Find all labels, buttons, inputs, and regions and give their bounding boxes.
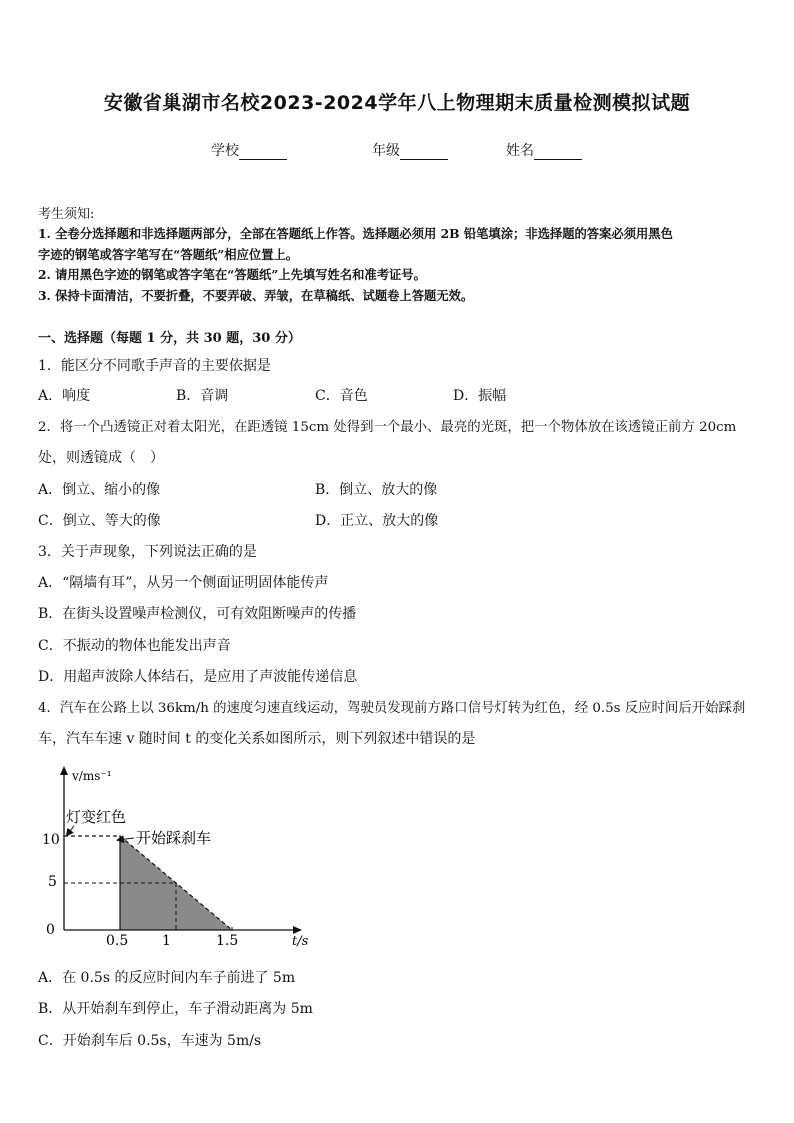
notice-line-3: 3. 保持卡面清洁，不要折叠，不要弄破、弄皱，在草稿纸、试题卷上答题无效。 xyxy=(38,288,474,303)
page-title: 安徽省巢湖市名校2023-2024学年八上物理期末质量检测模拟试题 xyxy=(103,92,691,114)
q1-option-b[interactable]: B．音调 xyxy=(176,388,229,404)
section-heading: 一、选择题（每题 1 分，共 30 题，30 分） xyxy=(38,331,301,346)
annotation-light-arrow xyxy=(67,826,74,835)
grade-field xyxy=(372,140,448,160)
q4-option-c[interactable]: C．开始刹车后 0.5s，车速为 5m/s xyxy=(38,1033,262,1049)
notice-line-2: 2. 请用黑色字迹的钢笔或答字笔在“答题纸”上先填写姓名和准考证号。 xyxy=(38,267,426,282)
annotation-start-brake: 开始踩刹车 xyxy=(136,829,212,847)
q2-option-a[interactable]: A．倒立、缩小的像 xyxy=(38,482,161,498)
q4-option-a[interactable]: A．在 0.5s 的反应时间内车子前进了 5m xyxy=(38,970,296,986)
question-2-stem-cont: 处，则透镜成（ ） xyxy=(38,450,164,466)
name-label: 姓名 xyxy=(506,143,534,159)
question-1-stem: 1．能区分不同歌手声音的主要依据是 xyxy=(38,358,271,374)
notice-line-1: 1. 全卷分选择题和非选择题两部分，全部在答题纸上作答。选择题必须用 2B 铅笔填涂；非选择题的答案必须用黑色 xyxy=(38,226,673,241)
y-axis-label: v/ms⁻¹ xyxy=(72,769,112,783)
y-tick-0: 0 xyxy=(46,922,55,938)
question-3-stem: 3．关于声现象，下列说法正确的是 xyxy=(38,544,257,560)
q3-option-a[interactable]: A．“隔墙有耳”，从另一个侧面证明固体能传声 xyxy=(38,575,329,591)
x-axis-arrow xyxy=(293,926,302,934)
question-4-stem-cont: 车，汽车车速 v 随时间 t 的变化关系如图所示，则下列叙述中错误的是 xyxy=(38,731,476,747)
y-tick-10: 10 xyxy=(42,832,60,848)
q1-option-d[interactable]: D．振幅 xyxy=(453,388,507,404)
question-4-stem: 4．汽车在公路上以 36km/h 的速度匀速直线运动，驾驶员发现前方路口信号灯转为红色，经 0.5s 反应时间后开始踩刹 xyxy=(38,701,746,716)
q3-option-d[interactable]: D．用超声波除人体结石，是应用了声波能传递信息 xyxy=(38,669,358,685)
notice-line-1b: 字迹的钢笔或答字笔写在“答题纸”相应位置上。 xyxy=(38,247,299,262)
q2-option-c[interactable]: C．倒立、等大的像 xyxy=(38,513,161,529)
notice-heading: 考生须知: xyxy=(38,207,95,222)
school-label: 学校 xyxy=(211,143,239,159)
q3-option-b[interactable]: B．在街头设置噪声检测仪，可有效阻断噪声的传播 xyxy=(38,606,357,622)
x-tick-0-5: 0.5 xyxy=(106,933,129,949)
school-field xyxy=(211,140,287,160)
name-field xyxy=(506,140,582,160)
q3-option-c[interactable]: C．不振动的物体也能发出声音 xyxy=(38,638,231,654)
name-blank[interactable] xyxy=(534,145,582,160)
school-blank[interactable] xyxy=(239,145,287,160)
grade-blank[interactable] xyxy=(400,145,448,160)
question-2-stem: 2．将一个凸透镜正对着太阳光，在距透镜 15cm 处得到一个最小、最亮的光斑，把一个物体放在该透镜正前方 20cm xyxy=(38,420,737,435)
q2-option-b[interactable]: B．倒立、放大的像 xyxy=(315,482,438,498)
q4-option-b[interactable]: B．从开始刹车到停止，车子滑动距离为 5m xyxy=(38,1001,313,1017)
data-point-1 xyxy=(119,835,121,837)
vt-graph xyxy=(30,762,330,952)
q1-option-c[interactable]: C．音色 xyxy=(315,388,368,404)
x-tick-1: 1 xyxy=(162,933,171,949)
annotation-light-red: 灯变红色 xyxy=(66,808,127,826)
x-axis-label: t/s xyxy=(292,934,309,949)
grade-label: 年级 xyxy=(372,143,400,159)
y-axis-arrow xyxy=(60,766,68,775)
q2-option-d[interactable]: D．正立、放大的像 xyxy=(315,513,439,529)
data-point-2 xyxy=(175,882,177,884)
q1-option-a[interactable]: A．响度 xyxy=(38,388,91,404)
y-tick-5: 5 xyxy=(48,874,57,890)
x-tick-1-5: 1.5 xyxy=(216,933,239,949)
